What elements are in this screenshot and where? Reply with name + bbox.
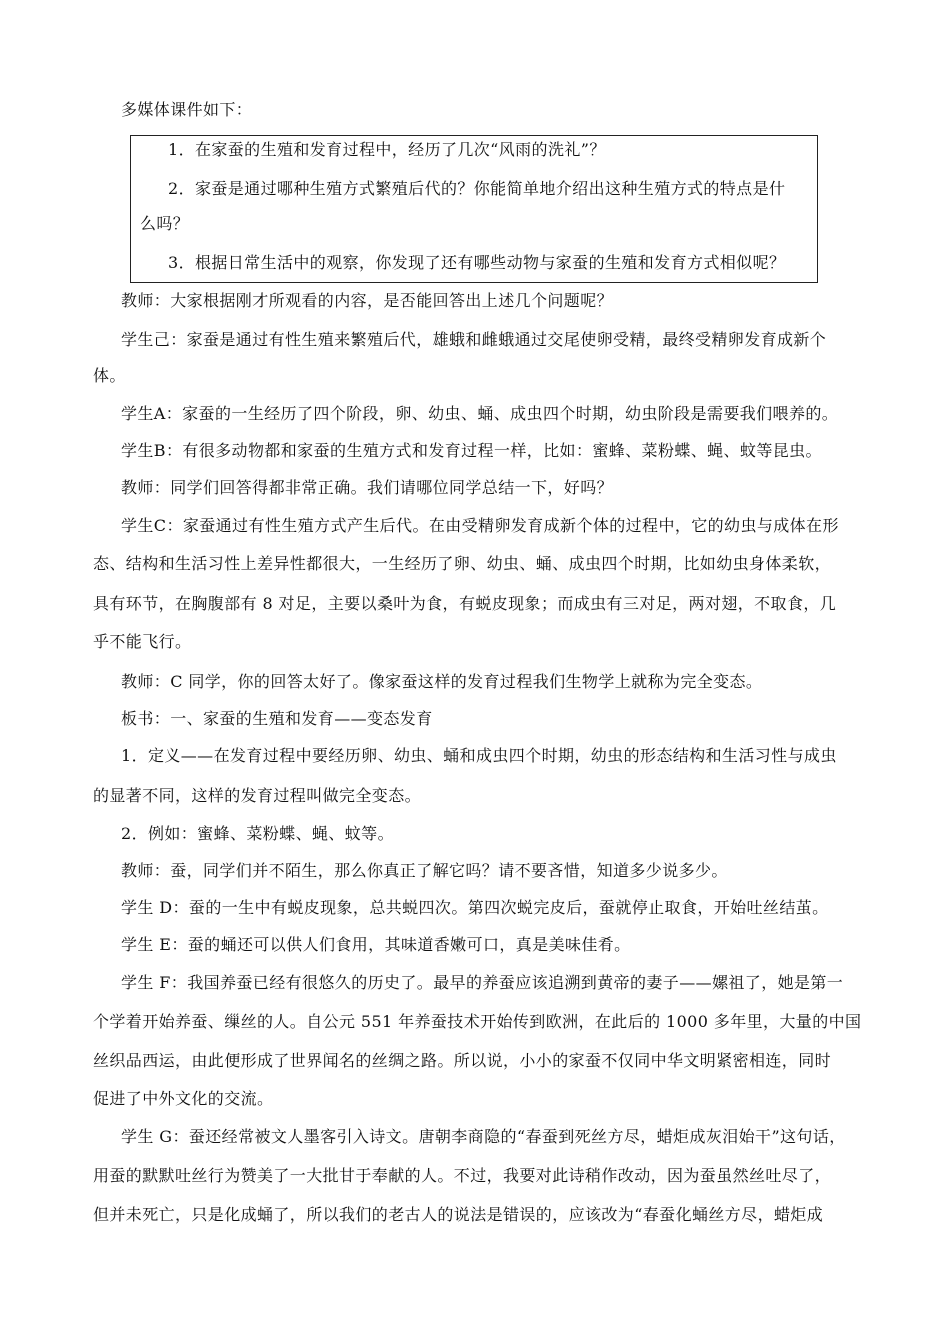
student-a-line: 学生A：家蚕的一生经历了四个阶段，卵、幼虫、蛹、成虫四个时期，幼虫阶段是需要我们喂养的。 — [121, 404, 839, 423]
definition-line-cont: 的显著不同，这样的发育过程叫做完全变态。 — [93, 786, 422, 805]
question-1: 1．在家蚕的生殖和发育过程中，经历了几次“风雨的洗礼”？ — [168, 140, 606, 159]
teacher-line: 教师：同学们回答得都非常正确。我们请哪位同学总结一下，好吗？ — [121, 478, 614, 497]
student-d-line: 学生 D：蚕的一生中有蜕皮现象，总共蜕四次。第四次蜕完皮后，蚕就停止取食，开始吐丝结茧。 — [121, 898, 829, 917]
student-c-line-cont: 具有环节，在胸腹部有 8 对足，主要以桑叶为食，有蜕皮现象；而成虫有三对足，两对翅，不取食，几 — [93, 594, 837, 613]
student-f-line-cont: 丝织品西运，由此便形成了世界闻名的丝绸之路。所以说，小小的家蚕不仅同中华文明紧密相连，同时 — [93, 1051, 832, 1070]
question-3: 3．根据日常生活中的观察，你发现了还有哪些动物与家蚕的生殖和发育方式相似呢？ — [168, 253, 786, 272]
student-f-line: 学生 F：我国养蚕已经有很悠久的历史了。最早的养蚕应该追溯到黄帝的妻子——嫘祖了，她是第一 — [121, 973, 844, 992]
definition-line: 1．定义——在发育过程中要经历卵、幼虫、蛹和成虫四个时期，幼虫的形态结构和生活习性与成虫 — [121, 746, 837, 765]
student-g-line-cont: 用蚕的默默吐丝行为赞美了一大批甘于奉献的人。不过，我要对此诗稍作改动，因为蚕虽然丝吐尽了， — [93, 1166, 832, 1185]
student-line: 学生己：家蚕是通过有性生殖来繁殖后代，雄蛾和雌蛾通过交尾使卵受精，最终受精卵发育成新个 — [121, 330, 827, 349]
board-writing-line: 板书：一、家蚕的生殖和发育——变态发育 — [121, 709, 433, 728]
student-b-line: 学生B：有很多动物都和家蚕的生殖方式和发育过程一样，比如：蜜蜂、菜粉蝶、蝇、蚊等昆虫。 — [121, 441, 822, 460]
teacher-line: 教师：大家根据刚才所观看的内容，是否能回答出上述几个问题呢？ — [121, 291, 614, 310]
student-g-line: 学生 G：蚕还经常被文人墨客引入诗文。唐朝李商隐的“春蚕到死丝方尽，蜡炬成灰泪始干”这句话， — [121, 1127, 846, 1146]
student-c-line: 学生C：家蚕通过有性生殖方式产生后代。在由受精卵发育成新个体的过程中，它的幼虫与成体在形 — [121, 516, 839, 535]
student-c-line-cont: 态、结构和生活习性上差异性都很大，一生经历了卵、幼虫、蛹、成虫四个时期，比如幼虫身体柔软， — [93, 554, 832, 573]
student-g-line-cont: 但并未死亡，只是化成蛹了，所以我们的老古人的说法是错误的，应该改为“春蚕化蛹丝方尽，蜡炬成 — [93, 1205, 824, 1224]
teacher-line: 教师：C 同学，你的回答太好了。像家蚕这样的发育过程我们生物学上就称为完全变态。 — [121, 672, 763, 691]
question-2: 2．家蚕是通过哪种生殖方式繁殖后代的？你能简单地介绍出这种生殖方式的特点是什 — [168, 179, 786, 198]
intro-line: 多媒体课件如下： — [121, 100, 253, 119]
student-line-cont: 体。 — [93, 366, 126, 385]
question-2-cont: 么吗？ — [140, 214, 190, 233]
student-c-line-cont: 乎不能飞行。 — [93, 632, 192, 651]
student-f-line-cont: 个学着开始养蚕、缫丝的人。自公元 551 年养蚕技术开始传到欧洲，在此后的 1000 多年里，大量的中国 — [93, 1012, 862, 1031]
teacher-line: 教师：蚕，同学们并不陌生，那么你真正了解它吗？请不要吝惜，知道多少说多少。 — [121, 861, 728, 880]
student-f-line-cont: 促进了中外文化的交流。 — [93, 1089, 274, 1108]
example-line: 2．例如：蜜蜂、菜粉蝶、蝇、蚊等。 — [121, 824, 394, 843]
student-e-line: 学生 E：蚕的蛹还可以供人们食用，其味道香嫩可口，真是美味佳肴。 — [121, 935, 631, 954]
